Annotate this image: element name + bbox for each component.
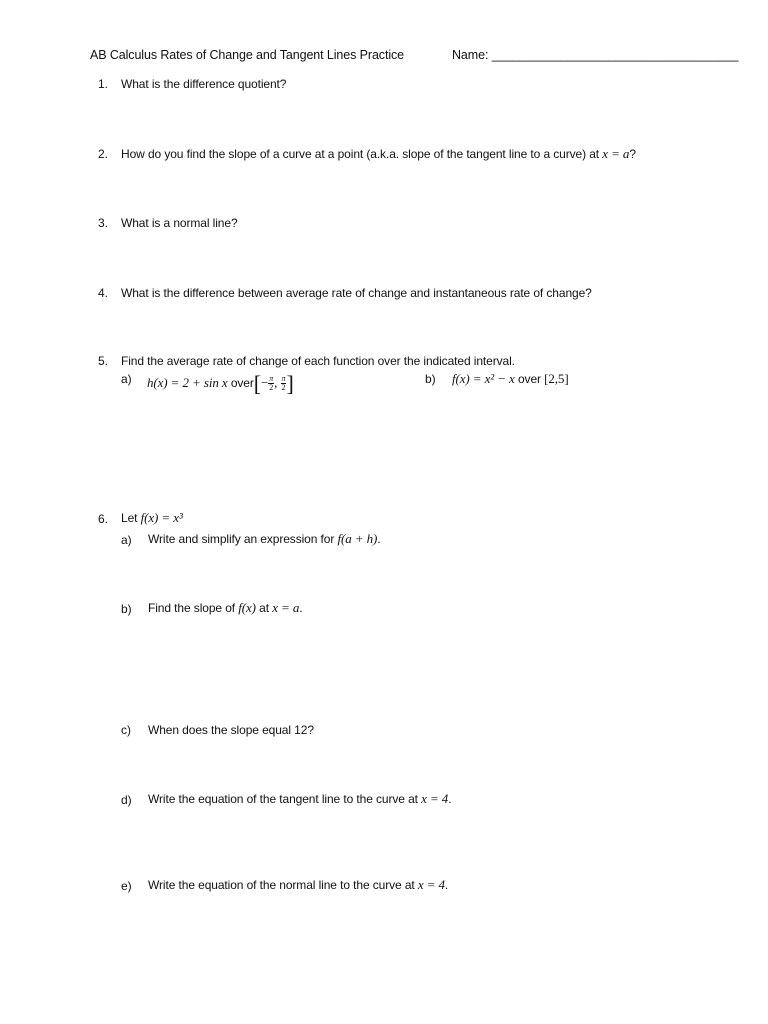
question-2-text xyxy=(121,147,636,161)
question-6a-tail: . xyxy=(377,532,381,546)
question-5a-function: h(x) = 2 + sin x xyxy=(147,375,228,390)
question-3-text: What is a normal line? xyxy=(121,216,238,230)
name-field-label: Name: ____________________________________ xyxy=(452,48,739,62)
question-6a-prompt: Write and simplify an expression for xyxy=(148,532,338,546)
question-6b-mid: at xyxy=(255,601,273,615)
question-5-number: 5. xyxy=(97,354,108,368)
question-6d-label: d) xyxy=(121,793,132,807)
question-2-math: x = a xyxy=(602,146,630,161)
worksheet-title: AB Calculus Rates of Change and Tangent Lines Practice xyxy=(90,48,405,62)
question-5a-bracket-close: ] xyxy=(286,370,294,396)
question-5a-comma: , xyxy=(274,375,278,390)
question-5b-over: over xyxy=(517,372,541,386)
question-6b-math: f(x) xyxy=(238,600,256,615)
question-6d-tail: . xyxy=(448,792,452,806)
question-6e-label: e) xyxy=(121,879,132,893)
question-6c-label: c) xyxy=(121,723,131,737)
question-5b-label: b) xyxy=(425,372,436,386)
question-5a-minus: − xyxy=(261,375,269,390)
question-1-text: What is the difference quotient? xyxy=(121,77,287,91)
question-6d-text xyxy=(148,792,451,806)
question-5-text: Find the average rate of change of each function over the indicated interval. xyxy=(121,354,515,368)
question-5a-fraction-right: $\frac{\pi}{2}$ xyxy=(281,374,286,393)
question-6-number: 6. xyxy=(97,512,108,526)
question-6d-math: x = 4 xyxy=(421,791,449,806)
question-6d-prompt: Write the equation of the tangent line to the curve at xyxy=(148,792,422,806)
question-2-number: 2. xyxy=(97,147,108,161)
question-5a-expression xyxy=(147,370,294,396)
question-5a-over: over xyxy=(230,376,254,390)
question-6e-text xyxy=(148,878,448,892)
question-1-number: 1. xyxy=(97,77,108,91)
question-5a-bracket-open: [ xyxy=(253,370,261,396)
question-6-text xyxy=(121,511,183,525)
question-2-prompt: How do you find the slope of a curve at a point (a.k.a. slope of the tangent line to a curve) at xyxy=(121,147,603,161)
question-6b-tail: . xyxy=(299,601,303,615)
question-4-number: 4. xyxy=(97,286,108,300)
question-6a-math: f(a + h) xyxy=(337,531,378,546)
question-6c-text: When does the slope equal 12? xyxy=(148,723,314,737)
question-5b-expression xyxy=(452,372,569,386)
question-2-tail: ? xyxy=(629,147,636,161)
question-5b-function: f(x) = x² − x xyxy=(452,371,515,386)
question-5a-fraction-left: $\frac{\pi}{2}$ xyxy=(269,374,274,393)
question-6b-prompt: Find the slope of xyxy=(148,601,239,615)
question-6b-math-2: x = a xyxy=(272,600,300,615)
question-6e-math: x = 4 xyxy=(417,877,445,892)
question-4-text: What is the difference between average rate of change and instantaneous rate of change? xyxy=(121,286,592,300)
question-6e-tail: . xyxy=(444,878,449,892)
question-6b-label: b) xyxy=(121,602,132,616)
question-6a-text xyxy=(148,532,380,546)
question-6-function: f(x) = x³ xyxy=(140,510,183,525)
question-5b-interval: [2,5] xyxy=(544,371,569,386)
question-6a-label: a) xyxy=(121,533,132,547)
question-5a-label: a) xyxy=(121,372,132,386)
question-3-number: 3. xyxy=(97,216,108,230)
question-6b-text xyxy=(148,601,302,615)
question-6e-prompt: Write the equation of the normal line to the curve at xyxy=(148,878,418,892)
question-6-prompt: Let xyxy=(121,511,141,525)
